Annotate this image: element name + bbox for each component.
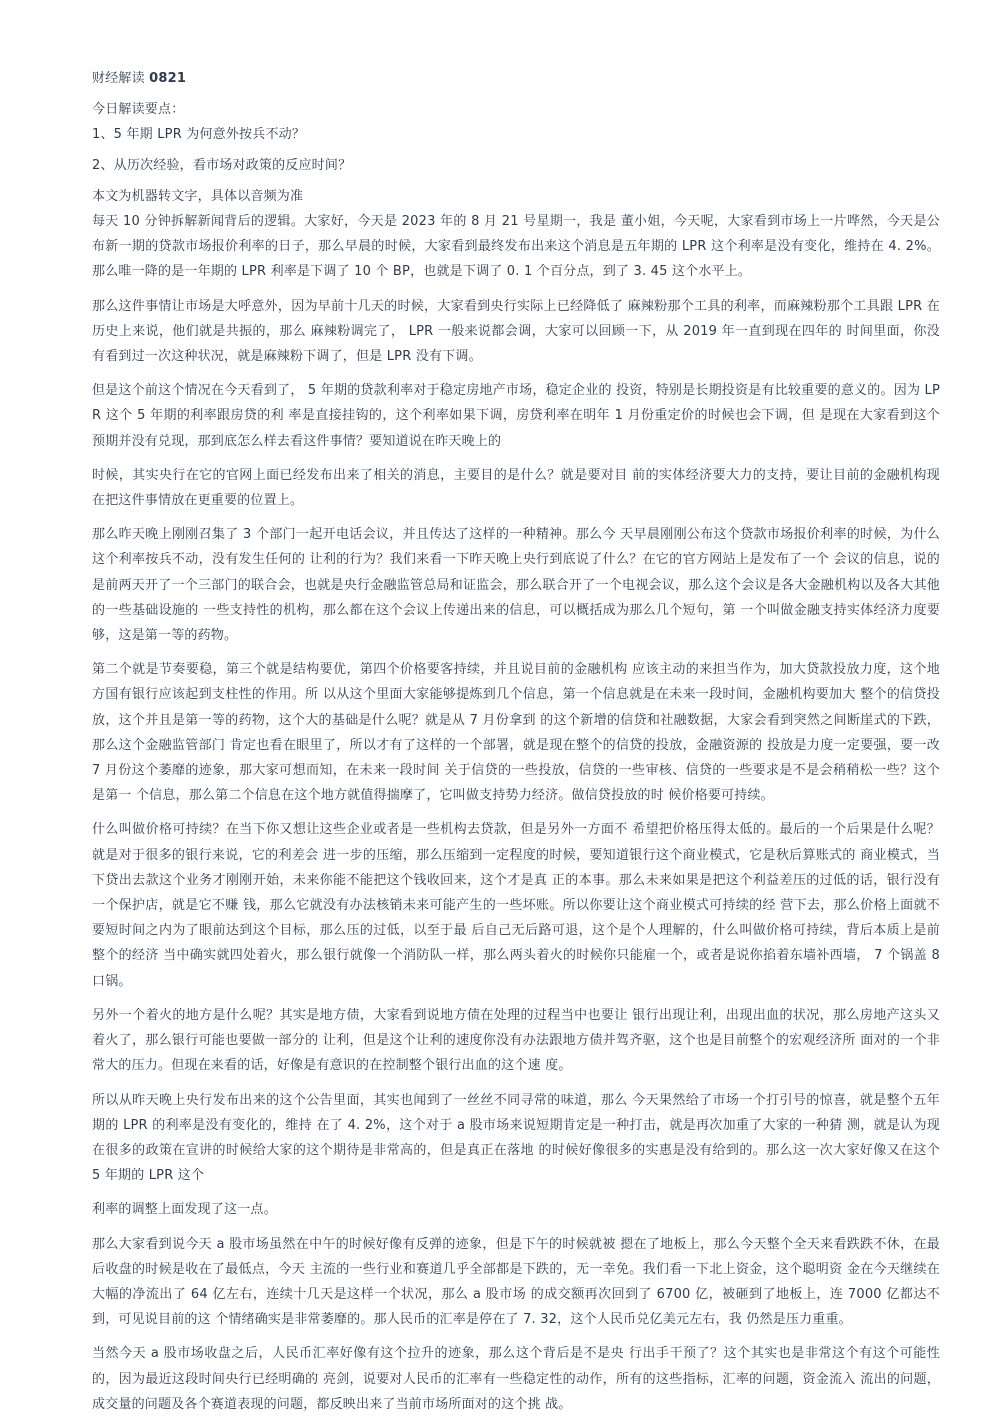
paragraph-7: 什么叫做价格可持续？在当下你又想让这些企业或者是一些机构去贷款，但是另外一方面不 希望把价格压得太低的。最后的一个后果是什么呢？就是对于很多的银行来说，它的利差会 进一步的压缩，那么压缩到一定程度的时候，要知道银行这个商业模式，它是秋后算账式的 商业模式，当下贷出去款这个业务才刚刚开始，未来你能不能把这个钱收回来，这个才是真 正的本事。那么未来如果是把这个利益差压的过低的话，银行没有一个保护店，就是它不赚 钱，那么它就没有办法核销未来可能产生的一些坏账。所以你要让这个商业模式可持续的经 营下去，那么价格上面就不要短时间之内为了眼前达到这个目标，那么压的过低，以至于最 后自己无后路可退，这个是个人理解的，什么叫做价格可持续，背后本质上是前整个的经济 当中确实就四处着火，那么银行就像一个消防队一样，那么两头着火的时候你只能雇一个，或者是说你掐着东墙补西墙， 7 个锅盖 8 口锅。 [92, 822, 940, 989]
summary-point-1: 1、5 年期 LPR 为何意外按兵不动？ [92, 127, 306, 142]
paragraph-9: 所以从昨天晚上央行发布出来的这个公告里面，其实也闻到了一丝丝不同寻常的味道，那么 今天果然给了市场一个打引号的惊喜，就是整个五年期的 LPR 的利率是没有变化的，维持 在了 4. 2%，这个对于 a 股市场来说短期肯定是一种打击，就是再次加重了大家的一种猜 测，就是认为现在很多的政策在宣讲的时候给大家的这个期待是非常高的，但是真正在落地 的时候好像很多的实惠是没有给到的。那么这一次大家好像又在这个 5 年期的 LPR 这个 [92, 1092, 940, 1184]
paragraph-11: 那么大家看到说今天 a 股市场虽然在中午的时候好像有反弹的迹象，但是下午的时候就被 摁在了地板上，那么今天整个全天来看跌跌不休，在最后收盘的时候是收在了最低点，今天 主流的一些行业和赛道几乎全部都是下跌的，无一幸免。我们看一下北上资金，这个聪明资 金在今天继续在大幅的净流出了 64 亿左右，连续十几天是这样一个状况，那么 a 股市场 的成交额再次回到了 6700 亿，被砸到了地板上，连 7000 亿都达不到，可见说目前的这 个情绪确实是非常萎靡的。那人民币的汇率是停在了 7. 32，这个人民币兑亿美元左右，我 仍然是压力重重。 [92, 1236, 940, 1328]
title-number: 0821 [149, 71, 187, 86]
paragraph-4: 时候，其实央行在它的官网上面已经发布出来了相关的消息，主要目的是什么？就是要对目 前的实体经济要大力的支持，要让目前的金融机构现在把这件事情放在更重要的位置上。 [92, 467, 940, 509]
paragraph-8: 另外一个着火的地方是什么呢？其实是地方债，大家看到说地方债在处理的过程当中也要让 银行出现让利，出现出血的状况，那么房地产这头又着火了，那么银行可能也要做一部分的 让利，但是这个让利的速度你没有办法跟地方债并驾齐驱，这个也是目前整个的宏观经济所 面对的一个非常大的压力。但现在来看的话，好像是有意识的在控制整个银行出血的这个速 度。 [92, 1007, 940, 1074]
document-title [92, 66, 940, 91]
document-page [92, 66, 940, 1426]
paragraph-5: 那么昨天晚上刚刚召集了 3 个部门一起开电话会议，并且传达了这样的一种精神。那么今 天早晨刚刚公布这个贷款市场报价利率的时候，为什么这个利率按兵不动，没有发生任何的 让利的行为？我们来看一下昨天晚上央行到底说了什么？在它的官方网站上是发布了一个 会议的信息，说的是前两天开了一个三部门的联合会，也就是央行金融监管总局和证监会，那么联合开了一个电视会议，那么这个会议是各大金融机构以及各大其他的一些基础设施的 一些支持性的机构，那么都在这个会议上传递出来的信息，可以概括成为那么几个短句，第 一个叫做金融支持实体经济力度要够，这是第一等的药物。 [92, 527, 940, 644]
title-prefix: 财经解读 [92, 71, 145, 86]
paragraph-10: 利率的调整上面发现了这一点。 [92, 1202, 277, 1218]
paragraph-1: 每天 10 分钟拆解新闻背后的逻辑。大家好，今天是 2023 年的 8 月 21 号星期一，我是 董小姐，今天呢，大家看到市场上一片哗然，今天是公布新一期的贷款市场报价利率的日子，那么早晨的时候，大家看到最终发布出来这个消息是五年期的 LPR 这个利率是没有变化，维持在 4. 2%。那么唯一降的是一年期的 LPR 利率是下调了 10 个 BP，也就是下调了 0. 1 个百分点，到了 3. 45 这个水平上。 [92, 214, 940, 280]
summary-point-2: 2、从历次经验，看市场对政策的反应时间？ [92, 158, 352, 173]
summary-heading: 今日解读要点： [92, 102, 185, 117]
paragraph-2: 那么这件事情让市场是大呼意外，因为早前十几天的时候，大家看到央行实际上已经降低了 麻辣粉那个工具的利率，而麻辣粉那个工具跟 LPR 在历史上来说，他们就是共振的，那么 麻辣粉调完了， LPR 一般来说都会调，大家可以回顾一下，从 2019 年一直到现在四年的 时间里面，你没有看到过一次这种状况，就是麻辣粉下调了，但是 LPR 没有下调。 [92, 298, 940, 365]
paragraph-12: 当然今天 a 股市场收盘之后，人民币汇率好像有这个拉升的迹象，那么这个背后是不是央 行出手干预了？这个其实也是非常这个有这个可能性的，因为最近这段时间央行已经明确的 亮剑，说要对人民币的汇率有一些稳定性的动作，所有的这些指标，汇率的问题，资金流入 流出的问题，成交量的问题及各个赛道表现的问题，都反映出来了当前市场所面对的这个挑 战。 [92, 1346, 940, 1412]
paragraph-6: 第二个就是节奏要稳，第三个就是结构要优，第四个价格要客持续，并且说目前的金融机构 应该主动的来担当作为，加大贷款投放力度，这个地方国有银行应该起到支柱性的作用。所 以从这个里面大家能够提炼到几个信息，第一个信息就是在未来一段时间，金融机构要加大 整个的信贷投放，这个并且是第一等的药物，这个大的基础是什么呢？就是从 7 月份拿到 的这个新增的信贷和社融数据，大家会看到突然之间断崖式的下跌，那么这个金融监管部门 肯定也看在眼里了，所以才有了这样的一个部署，就是现在整个的信贷的投放，金融资源的 投放是力度一定要强，要一改 7 月份这个萎靡的迹象，那大家可想而知，在未来一段时间 关于信贷的一些投放，信贷的一些审核、信贷的一些要求是不是会稍稍松一些？这个是第一 个信息，那么第二个信息在这个地方就值得揣摩了，它叫做支持势力经济。做信贷投放的时 候价格要可持续。 [92, 662, 940, 804]
paragraph-3: 但是这个前这个情况在今天看到了， 5 年期的贷款利率对于稳定房地产市场，稳定企业的 投资，特别是长期投资是有比较重要的意义的。因为 LPR 这个 5 年期的利率跟房贷的利 率是直接挂钩的，这个利率如果下调，房贷利率在明年 1 月份重定价的时候也会下调，但 是现在大家看到这个预期并没有兑现，那到底怎么样去看这件事情？要知道说在昨天晚上的 [92, 383, 940, 449]
transcription-note: 本文为机器转文字，具体以音频为准 [92, 189, 304, 204]
